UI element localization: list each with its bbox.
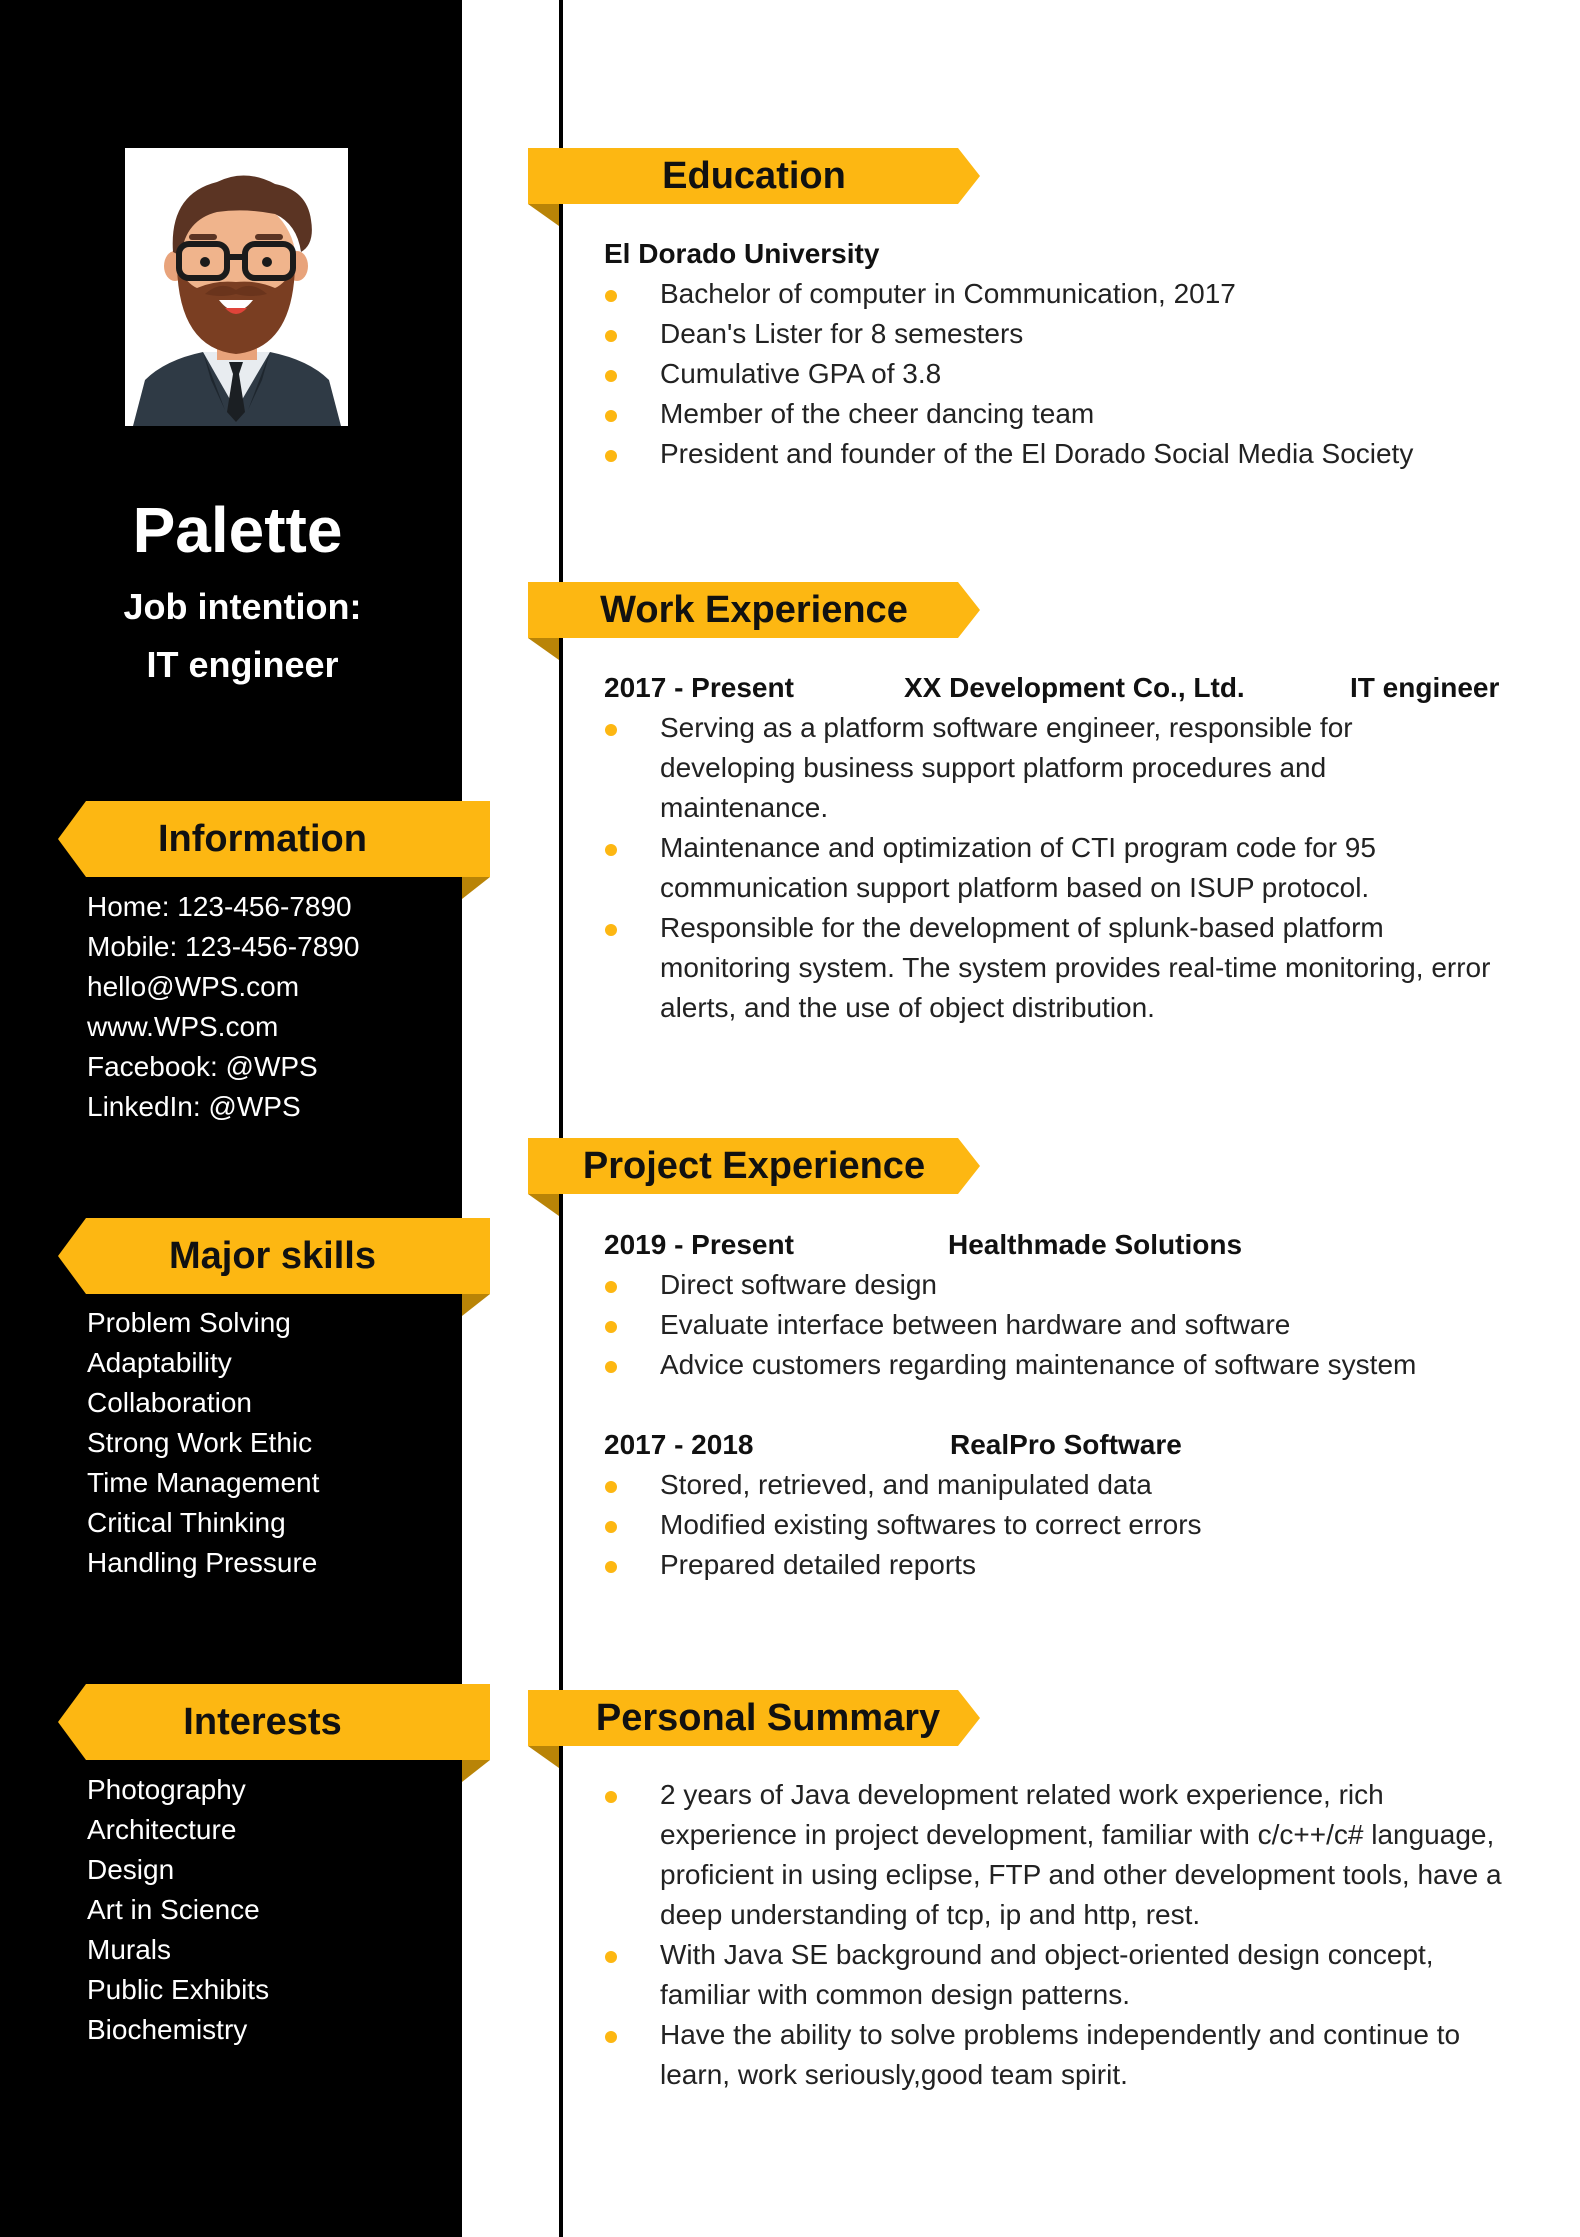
- interest-item: Public Exhibits: [87, 1974, 270, 2005]
- candidate-name: Palette: [132, 494, 343, 566]
- work-heading: Work Experience: [600, 589, 908, 631]
- interests-banner-fold: [462, 1760, 490, 1782]
- work-item: Responsible for the development of splunk-based platform monitoring system. The system provides real-time monitoring, error alerts, and the use of object distribution.: [604, 908, 1494, 1028]
- project-item: Advice customers regarding maintenance of software system: [604, 1345, 1524, 1385]
- job-intention-title: IT engineer: [146, 644, 339, 685]
- summary-item: Have the ability to solve problems independently and continue to learn, work seriously,good team spirit.: [604, 2015, 1509, 2095]
- work-item: Serving as a platform software engineer, responsible for developing business support platform procedures and maintenance.: [604, 708, 1494, 828]
- skill-item: Problem Solving: [87, 1307, 291, 1338]
- avatar: [125, 148, 348, 426]
- skills-heading: Major skills: [169, 1235, 376, 1277]
- summary-item: 2 years of Java development related work experience, rich experience in project development, familiar with c/c++/c# language, proficient in using eclipse, FTP and other development tools, have a deep understanding of tcp, ip and http, rest.: [604, 1775, 1509, 1935]
- skills-list: [87, 1303, 319, 1583]
- job-intention-label: Job intention:: [123, 586, 362, 627]
- contact-website: www.WPS.com: [87, 1011, 279, 1042]
- interests-list: [87, 1770, 269, 2050]
- skills-banner-fold: [462, 1294, 490, 1316]
- interest-item: Art in Science: [87, 1894, 260, 1925]
- project-period: 2019 - Present: [604, 1229, 794, 1260]
- work-list: [604, 708, 1494, 1028]
- information-list: [87, 887, 359, 1127]
- education-school: El Dorado University: [604, 238, 880, 269]
- education-item: President and founder of the El Dorado Social Media Society: [604, 434, 1524, 474]
- education-item: Cumulative GPA of 3.8: [604, 354, 1524, 394]
- project-company: RealPro Software: [950, 1429, 1182, 1460]
- education-item: Member of the cheer dancing team: [604, 394, 1524, 434]
- project-item: Stored, retrieved, and manipulated data: [604, 1465, 1524, 1505]
- bearded-man-avatar-icon: [125, 148, 348, 426]
- summary-heading: Personal Summary: [595, 1697, 941, 1739]
- contact-mobile-phone: Mobile: 123-456-7890: [87, 931, 360, 962]
- work-item: Maintenance and optimization of CTI program code for 95 communication support platform based on ISUP protocol.: [604, 828, 1494, 908]
- skill-item: Collaboration: [87, 1387, 252, 1418]
- summary-banner-fold: [528, 1746, 559, 1768]
- education-item: Dean's Lister for 8 semesters: [604, 314, 1524, 354]
- project-period: 2017 - 2018: [604, 1429, 754, 1460]
- interest-item: Murals: [87, 1934, 172, 1965]
- project-company: Healthmade Solutions: [948, 1229, 1243, 1260]
- contact-email: hello@WPS.com: [87, 971, 300, 1002]
- summary-list: [604, 1775, 1509, 2095]
- contact-facebook: Facebook: @WPS: [87, 1051, 318, 1082]
- project-banner-fold: [528, 1194, 559, 1216]
- interest-item: Architecture: [87, 1814, 237, 1845]
- skill-item: Handling Pressure: [87, 1547, 318, 1578]
- education-heading: Education: [662, 155, 846, 197]
- project-item: Modified existing softwares to correct errors: [604, 1505, 1524, 1545]
- work-period: 2017 - Present: [604, 672, 794, 703]
- work-banner-fold: [528, 638, 559, 660]
- project-item: Evaluate interface between hardware and software: [604, 1305, 1524, 1345]
- work-company: XX Development Co., Ltd.: [904, 672, 1245, 703]
- skill-item: Strong Work Ethic: [87, 1427, 313, 1458]
- education-item: Bachelor of computer in Communication, 2017: [604, 274, 1524, 314]
- contact-linkedin: LinkedIn: @WPS: [87, 1091, 301, 1122]
- contact-home-phone: Home: 123-456-7890: [87, 891, 352, 922]
- education-list: [604, 274, 1524, 474]
- skill-item: Critical Thinking: [87, 1507, 286, 1538]
- timeline-divider: [559, 0, 563, 2237]
- interests-heading: Interests: [183, 1701, 342, 1743]
- skill-item: Adaptability: [87, 1347, 232, 1378]
- skill-item: Time Management: [87, 1467, 320, 1498]
- project-list: [604, 1265, 1524, 1385]
- project-item: Direct software design: [604, 1265, 1524, 1305]
- summary-item: With Java SE background and object-oriented design concept, familiar with common design patterns.: [604, 1935, 1509, 2015]
- information-banner-fold: [462, 877, 490, 899]
- interest-item: Biochemistry: [87, 2014, 248, 2045]
- work-role: IT engineer: [1350, 672, 1500, 703]
- project-heading: Project Experience: [582, 1145, 926, 1187]
- interest-item: Photography: [87, 1774, 246, 1805]
- project-item: Prepared detailed reports: [604, 1545, 1524, 1585]
- education-banner-fold: [528, 204, 559, 226]
- information-heading: Information: [158, 818, 367, 860]
- project-list: [604, 1465, 1524, 1585]
- interest-item: Design: [87, 1854, 175, 1885]
